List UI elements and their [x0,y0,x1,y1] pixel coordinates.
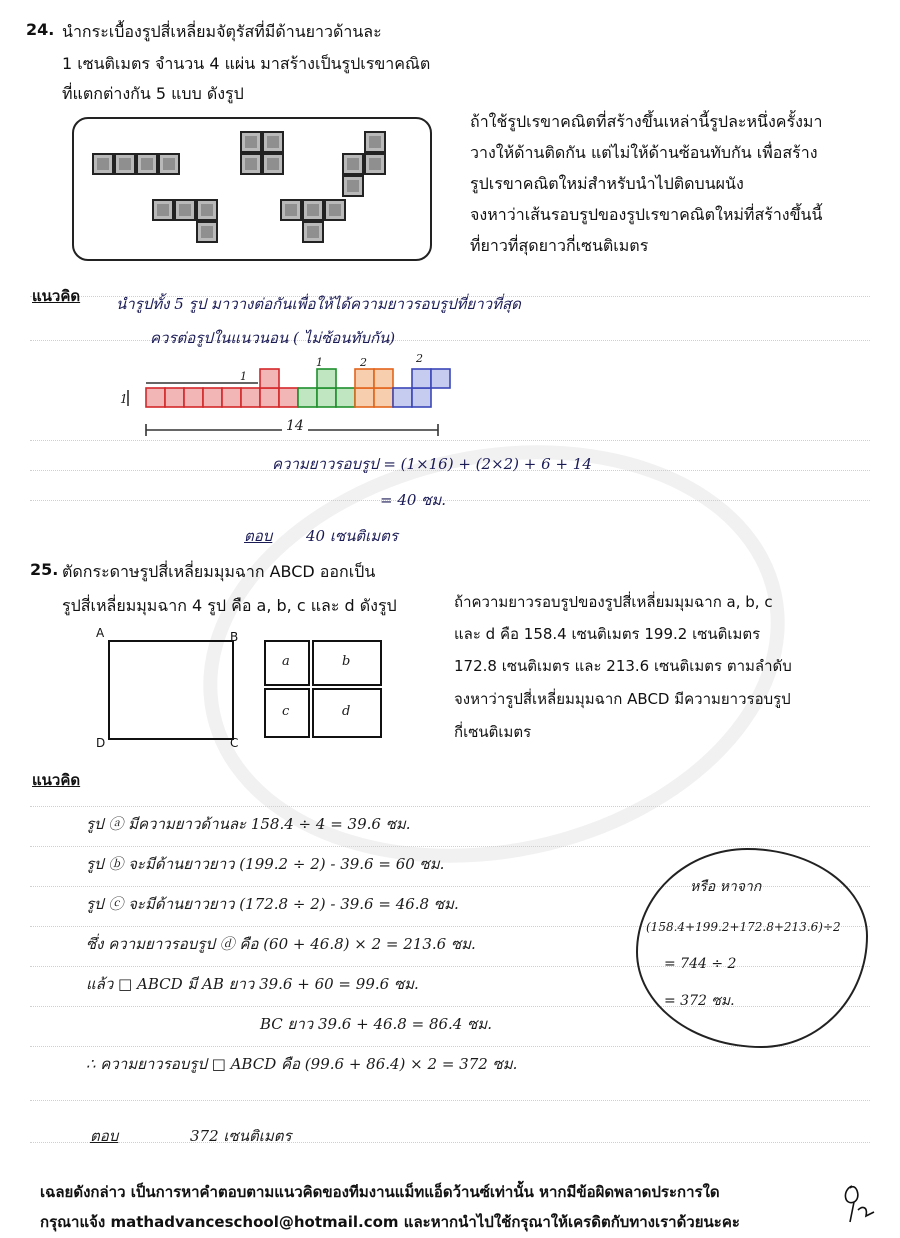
tile [302,199,324,221]
q24-method-label: แนวคิด [32,287,81,305]
q25-step7: ∴ ความยาวรอบรูป □ ABCD คือ (99.6 + 86.4) × 2 = 372 ซม. [86,1055,518,1073]
q24-dim-one: 1 [120,392,128,406]
q25-step6: BC ยาว 39.6 + 46.8 = 86.4 ซม. [260,1015,492,1033]
q25-right4: จงหาว่ารูปสี่เหลี่ยมมุมฉาก ABCD มีความยาวรอบรูป [454,690,791,708]
q24-number: 24. [26,20,55,39]
q24-calc2: = 40 ซม. [380,491,447,509]
cloud-line2: (158.4+199.2+172.8+213.6)÷2 [646,920,841,934]
q25-right1: ถ้าความยาวรอบรูปของรูปสี่เหลี่ยมมุมฉาก a, b, c [454,593,773,611]
q24-answer: 40 เซนติเมตร [306,527,398,545]
q24-answer-label: ตอบ [244,527,273,545]
footer-line2: กรุณาแจ้ง mathadvanceschool@hotmail.com และหากนำไปใช้กรุณาให้เครดิตกับทางเราด้วยนะคะ [40,1213,740,1231]
q24-hand-line2: ควรต่อรูปในแนวนอน ( ไม่ซ้อนทับกัน) [150,329,396,347]
cell-c-label: c [282,704,290,719]
tile [92,153,114,175]
tile [240,153,262,175]
tile [152,199,174,221]
corner-d: D [96,736,106,750]
cloud-line1: หรือ หาจาก [690,879,762,895]
tile [114,153,136,175]
footer-line1: เฉลยดังกล่าว เป็นการหาคำตอบตามแนวคิดของทีมงานแม็ทแอ็ดว้านซ์เท่านั้น หากมีข้อผิดพลาดประการใด [40,1183,720,1201]
q25-step4: ซึ่ง ความยาวรอบรูป ⓓ คือ (60 + 46.8) × 2 = 213.6 ซม. [86,935,476,953]
q25-step3: รูป ⓒ จะมีด้านยาวยาว (172.8 ÷ 2) - 39.6 = 46.8 ซม. [86,895,459,913]
q25-right2: และ d คือ 158.4 เซนติเมตร 199.2 เซนติเมตร [454,625,761,643]
tile [280,199,302,221]
q25-right3: 172.8 เซนติเมตร และ 213.6 เซนติเมตร ตามลำดับ [454,657,792,675]
cloud-line3: = 744 ÷ 2 [664,956,737,972]
tile [262,153,284,175]
q25-right5: กี่เซนติเมตร [454,723,532,741]
q24-right5: ที่ยาวที่สุดยาวกี่เซนติเมตร [470,236,649,255]
cell-b-label: b [342,654,351,669]
tile [158,153,180,175]
q24-shapes-box [72,117,432,261]
tile [302,221,324,243]
rectangle-abcd [108,640,234,740]
q24-dim-top-2b: 2 [416,352,423,365]
tile [240,131,262,153]
q25-step1: รูป ⓐ มีความยาวด้านละ 158.4 ÷ 4 = 39.6 ซม. [86,815,411,833]
corner-b: B [230,630,239,644]
q25-answer: 372 เซนติเมตร [190,1127,292,1145]
tile [196,199,218,221]
q24-calc1: ความยาวรอบรูป = (1×16) + (2×2) + 6 + 14 [272,455,592,473]
tile [342,153,364,175]
q25-method-label: แนวคิด [32,771,81,789]
q25-number: 25. [30,560,59,579]
q24-line3: ที่แตกต่างกัน 5 แบบ ดังรูป [62,84,244,103]
tile [174,199,196,221]
q24-dim-bottom: 14 [282,418,308,434]
tile [364,131,386,153]
q24-line2: 1 เซนติเมตร จำนวน 4 แผ่น มาสร้างเป็นรูปเรขาคณิต [62,54,431,73]
q25-answer-label: ตอบ [90,1127,119,1145]
q25-line2: รูปสี่เหลี่ยมมุมฉาก 4 รูป คือ a, b, c และ d ดังรูป [62,596,397,615]
q24-dim-top-2a: 2 [360,356,367,369]
q25-step5: แล้ว □ ABCD มี AB ยาว 39.6 + 60 = 99.6 ซม. [86,975,419,993]
q24-line1: นำกระเบื้องรูปสี่เหลี่ยมจัตุรัสที่มีด้านยาวด้านละ [62,22,382,41]
tile [342,175,364,197]
q24-right1: ถ้าใช้รูปเรขาคณิตที่สร้างขึ้นเหล่านี้รูปละหนึ่งครั้งมา [470,112,823,131]
q24-dim-top-1b: 1 [316,356,323,369]
tile [196,221,218,243]
tile [262,131,284,153]
tile [324,199,346,221]
q24-dim-top-1a: 1 [240,370,247,383]
tile [136,153,158,175]
tile [364,153,386,175]
q24-right2: วางให้ด้านติดกัน แต่ไม่ให้ด้านซ้อนทับกัน เพื่อสร้าง [470,143,818,162]
q25-step2: รูป ⓑ จะมีด้านยาวยาว (199.2 ÷ 2) - 39.6 = 60 ซม. [86,855,445,873]
q24-right4: จงหาว่าเส้นรอบรูปของรูปเรขาคณิตใหม่ที่สร้างขึ้นนี้ [470,205,823,224]
q24-hand-line1: นำรูปทั้ง 5 รูป มาวางต่อกันเพื่อให้ได้ความยาวรอบรูปที่ยาวที่สุด [116,295,521,313]
q25-line1: ตัดกระดาษรูปสี่เหลี่ยมมุมฉาก ABCD ออกเป็น [62,562,376,581]
q24-right3: รูปเรขาคณิตใหม่สำหรับนำไปติดบนผนัง [470,174,744,193]
cloud-line4: = 372 ซม. [664,993,735,1009]
cell-a-label: a [282,654,290,669]
signature-icon [838,1176,878,1228]
corner-a: A [96,626,105,640]
cell-d-label: d [342,704,351,719]
corner-c: C [230,736,239,750]
